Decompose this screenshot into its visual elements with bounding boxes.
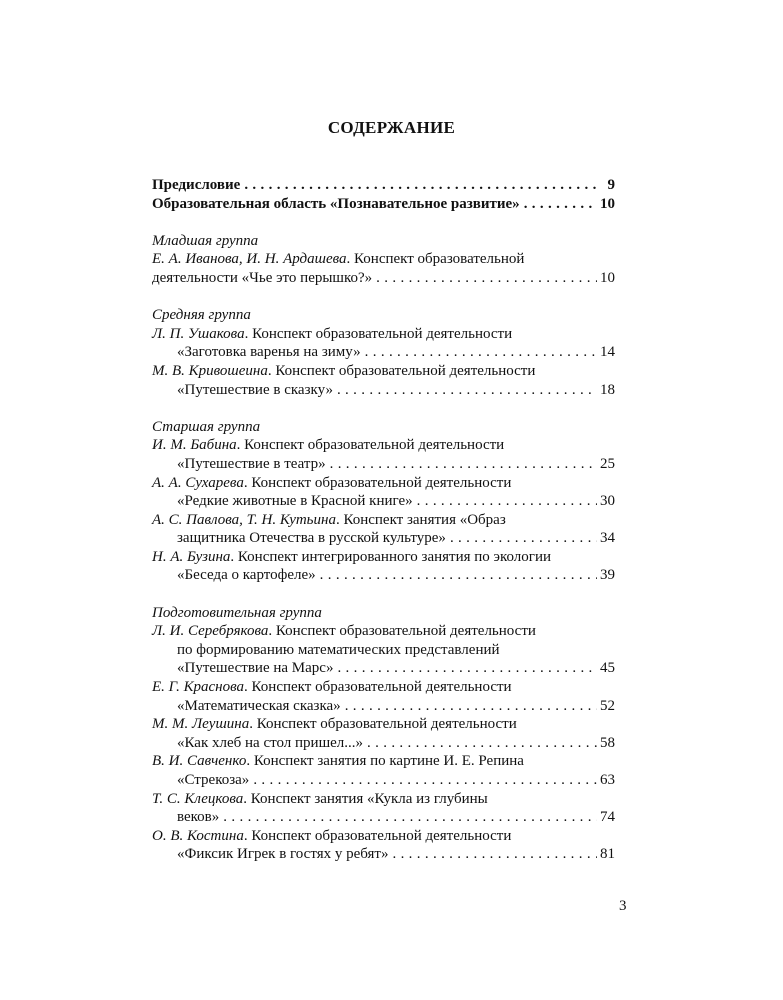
section-title: Средняя группа <box>152 307 251 324</box>
dot-leader <box>388 845 597 864</box>
entry-page-number: 14 <box>600 344 615 361</box>
toc-entry[interactable] <box>152 715 615 752</box>
dot-leader <box>219 808 597 827</box>
entry-first-line <box>152 325 615 344</box>
entry-title-start: . Конспект интегрированного занятия по экологии <box>230 548 551 565</box>
entry-author: Н. А. Бузина <box>152 548 231 565</box>
dot-leader <box>341 697 597 716</box>
toc-section <box>152 604 615 864</box>
table-of-contents <box>152 176 615 864</box>
entry-title-start: . Конспект образовательной деятельности <box>249 716 517 733</box>
dot-leader <box>326 455 597 474</box>
entry-last-line <box>152 697 615 716</box>
entry-author: А. А. Сухарева <box>152 474 244 491</box>
entry-author: Е. А. Иванова, И. Н. Ардашева <box>152 251 347 268</box>
entry-title-start: . Конспект образовательной деятельности <box>243 827 512 844</box>
entry-middle-line: по формированию математических представлений <box>177 641 500 658</box>
entry-title-end: «Путешествие на Марс» <box>177 660 334 677</box>
entry-last-line <box>152 529 615 548</box>
entry-first-line <box>152 548 615 567</box>
toc-entry-preface[interactable] <box>152 176 615 195</box>
entry-last-line <box>152 845 615 864</box>
entry-first-line <box>152 622 615 641</box>
dot-leader <box>363 734 597 753</box>
entry-title-end: «Заготовка варенья на зиму» <box>177 344 361 361</box>
entry-title-end: «Путешествие в театр» <box>177 455 326 472</box>
toc-sections <box>152 232 615 864</box>
toc-section <box>152 306 615 399</box>
entry-author: М. М. Леушина <box>152 716 250 733</box>
entry-last-line <box>152 771 615 790</box>
dot-leader <box>520 195 597 214</box>
dot-leader <box>316 566 597 585</box>
entry-page-number: 34 <box>600 530 615 547</box>
entry-author: М. В. Кривошеина <box>152 362 268 379</box>
entry-author: В. И. Савченко <box>152 753 247 770</box>
entry-title-start: . Конспект образовательной деятельности <box>236 437 505 454</box>
entry-first-line <box>152 715 615 734</box>
entry-first-line <box>152 474 615 493</box>
entry-title-start: . Конспект образовательной деятельности <box>244 325 513 342</box>
dot-leader <box>372 269 597 288</box>
entry-title-end: веков» <box>177 809 220 826</box>
entry-last-line <box>152 455 615 474</box>
entry-last-line <box>152 808 615 827</box>
entry-title-start: . Конспект занятия «Кукла из глубины <box>243 790 488 807</box>
entry-author: А. С. Павлова, Т. Н. Кутьина <box>152 511 336 528</box>
toc-entry[interactable] <box>152 474 615 511</box>
entry-last-line <box>152 659 615 678</box>
entry-title-end: «Как хлеб на стол пришел...» <box>177 734 364 751</box>
entry-title-end: деятельности «Чье это перышко?» <box>152 269 373 286</box>
dot-leader <box>413 492 597 511</box>
toc-entry[interactable] <box>152 622 615 678</box>
entry-title-start: . Конспект занятия по картине И. Е. Репина <box>246 753 524 770</box>
entry-last-line <box>152 381 615 400</box>
toc-entry[interactable] <box>152 678 615 715</box>
entry-first-line <box>152 436 615 455</box>
entry-page-number: 9 <box>607 177 615 193</box>
entry-first-line <box>152 827 615 846</box>
entry-title-end: «Редкие животные в Красной книге» <box>177 493 413 510</box>
entry-title: Предисловие <box>152 177 241 193</box>
entry-author: О. В. Костина <box>152 827 244 844</box>
entry-author: Л. И. Серебрякова <box>152 623 269 640</box>
entry-last-line <box>152 343 615 362</box>
dot-leader <box>446 529 597 548</box>
entry-first-line <box>152 511 615 530</box>
page-number: 3 <box>619 898 627 914</box>
entry-first-line <box>152 362 615 381</box>
toc-entry[interactable] <box>152 752 615 789</box>
entry-title-end: защитника Отечества в русской культуре» <box>177 530 446 547</box>
entry-page-number: 58 <box>600 734 615 751</box>
entry-title-end: «Фиксик Игрек в гостях у ребят» <box>177 846 389 863</box>
toc-entry[interactable] <box>152 250 615 287</box>
entry-title: Образовательная область «Познавательное развитие» <box>152 195 520 212</box>
entry-page-number: 30 <box>600 493 615 510</box>
toc-entry[interactable] <box>152 548 615 585</box>
entry-page-number: 18 <box>600 381 615 398</box>
entry-last-line <box>152 734 615 753</box>
toc-entry[interactable] <box>152 827 615 864</box>
entry-page-number: 45 <box>600 660 615 677</box>
entry-last-line <box>152 492 615 511</box>
entry-author: Е. Г. Краснова <box>152 679 245 696</box>
entry-author: Л. П. Ушакова <box>152 325 245 342</box>
entry-page-number: 25 <box>600 455 615 472</box>
entry-first-line <box>152 790 615 809</box>
section-title: Младшая группа <box>152 232 259 249</box>
entry-author: И. М. Бабина <box>152 437 237 454</box>
entry-first-line <box>152 752 615 771</box>
entry-page-number: 10 <box>600 269 615 286</box>
toc-section <box>152 232 615 288</box>
toc-entry[interactable] <box>152 436 615 473</box>
entry-title-start: . Конспект занятия «Образ <box>335 511 506 528</box>
entry-title-start: . Конспект образовательной <box>346 251 525 268</box>
toc-entry[interactable] <box>152 790 615 827</box>
entry-last-line <box>152 269 615 288</box>
section-title: Подготовительная группа <box>152 604 322 621</box>
entry-title-start: . Конспект образовательной деятельности <box>244 679 512 696</box>
page-title: СОДЕРЖАНИЕ <box>327 118 456 137</box>
dot-leader <box>361 343 597 362</box>
entry-title-end: «Путешествие в сказку» <box>177 381 333 398</box>
entry-page-number: 39 <box>600 567 615 584</box>
dot-leader <box>249 771 597 790</box>
entry-title-end: «Беседа о картофеле» <box>177 567 316 584</box>
toc-entry[interactable] <box>152 325 615 362</box>
entry-last-line <box>152 566 615 585</box>
toc-entry[interactable] <box>152 511 615 548</box>
entry-author: Т. С. Клецкова <box>152 790 244 807</box>
entry-page-number: 10 <box>600 195 615 212</box>
dot-leader <box>333 659 597 678</box>
toc-section <box>152 418 615 585</box>
dot-leader <box>333 381 597 400</box>
entry-first-line <box>152 250 615 269</box>
section-title: Старшая группа <box>152 418 261 435</box>
entry-page-number: 74 <box>600 809 615 826</box>
entry-title-start: . Конспект образовательной деятельности <box>243 474 512 491</box>
toc-entry-educational-area[interactable] <box>152 195 615 214</box>
entry-page-number: 81 <box>600 846 615 863</box>
entry-page-number: 52 <box>600 697 615 714</box>
dot-leader <box>240 176 597 195</box>
entry-page-number: 63 <box>600 772 615 788</box>
toc-entry[interactable] <box>152 362 615 399</box>
entry-title-end: «Стрекоза» <box>177 772 250 788</box>
entry-first-line <box>152 678 615 697</box>
entry-title-end: «Математическая сказка» <box>177 697 341 714</box>
entry-title-start: . Конспект образовательной деятельности <box>268 623 536 640</box>
entry-title-start: . Конспект образовательной деятельности <box>267 362 536 379</box>
